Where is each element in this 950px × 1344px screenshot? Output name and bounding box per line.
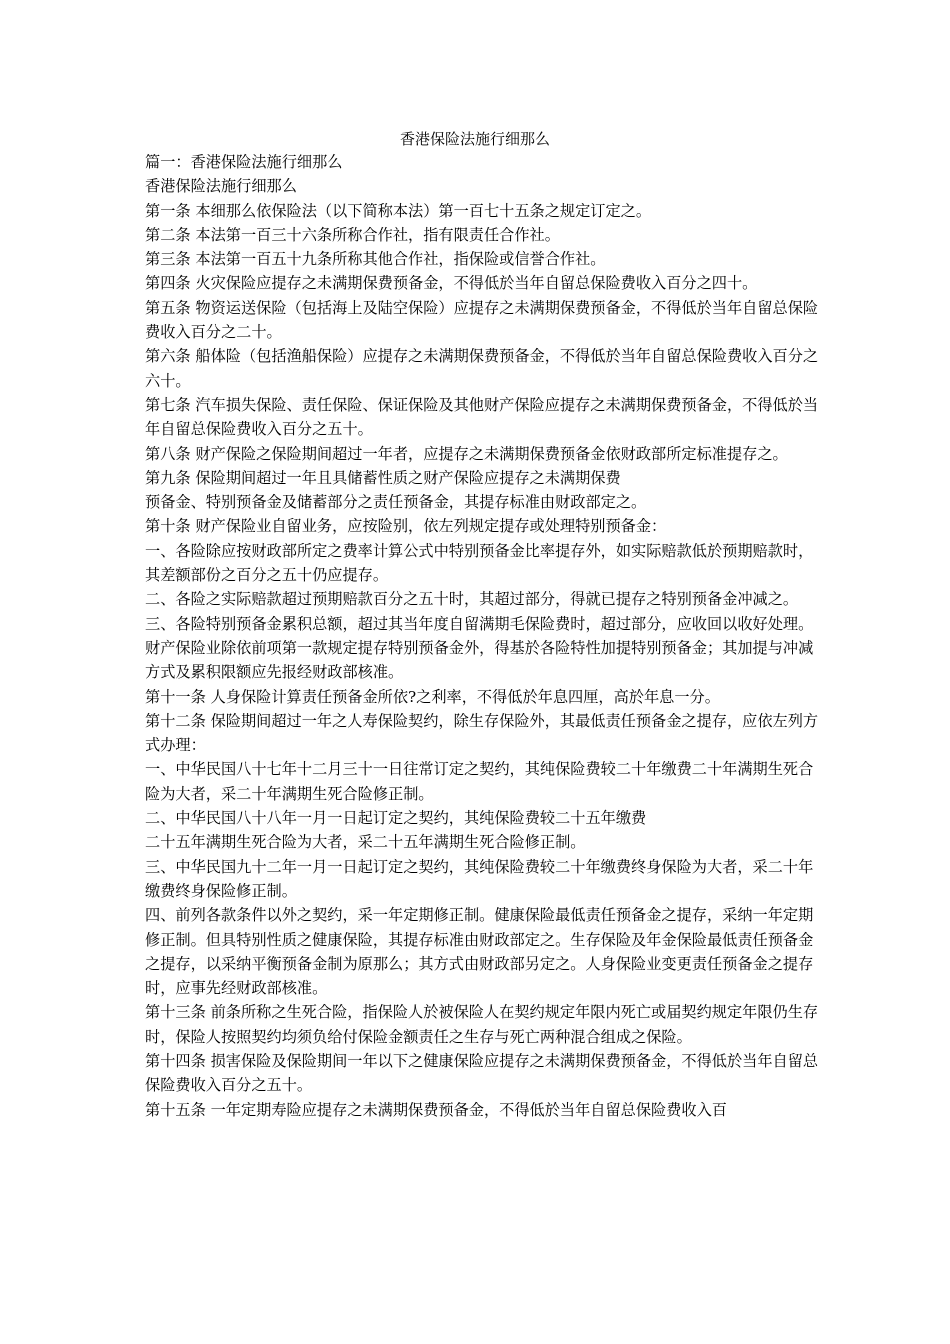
paragraph: 第二条 本法第一百三十六条所称合作社，指有限责任合作社。 bbox=[145, 225, 560, 244]
paragraph: 三、中华民国九十二年一月一日起订定之契约，其纯保险费较二十年缴费终身保险为大者，采二十年缴费终身保险修正制。 bbox=[145, 857, 814, 900]
paragraph: 二、各险之实际赔款超过预期赔款百分之五十时，其超过部分，得就已提存之特别预备金冲减之。 bbox=[145, 590, 799, 609]
paragraph: 第十三条 前条所称之生死合险，指保险人於被保险人在契约规定年限内死亡或届契约规定年限仍生存时，保险人按照契约均须负给付保险金额责任之生存与死亡两种混合组成之保险。 bbox=[145, 1003, 819, 1046]
paragraph: 二十五年满期生死合险为大者，采二十五年满期生死合险修正制。 bbox=[145, 833, 586, 852]
paragraph: 一、中华民国八十七年十二月三十一日往常订定之契约，其纯保险费较二十年缴费二十年满期生死合险为大者，采二十年满期生死合险修正制。 bbox=[145, 760, 814, 803]
paragraph: 一、各险除应按财政部所定之费率计算公式中特别预备金比率提存外，如实际赔款低於预期赔款时，其差额部份之百分之五十仍应提存。 bbox=[145, 541, 814, 585]
paragraph: 香港保险法施行细那么 bbox=[145, 177, 297, 196]
paragraph: 第十二条 保险期间超过一年之人寿保险契约，除生存保险外，其最低责任预备金之提存，应依左列方式办理： bbox=[145, 711, 819, 755]
paragraph: 第五条 物资运送保险（包括海上及陆空保险）应提存之未满期保费预备金，不得低於当年自留总保险费收入百分之二十。 bbox=[145, 298, 819, 342]
document-body bbox=[145, 150, 825, 1122]
paragraph: 第十四条 损害保险及保险期间一年以下之健康保险应提存之未满期保费预备金，不得低於当年自留总保险费收入百分之五十。 bbox=[145, 1051, 819, 1095]
paragraph: 第十一条 人身保险计算责任预备金所依?之利率，不得低於年息四厘，高於年息一分。 bbox=[145, 687, 720, 706]
paragraph: 三、各险特别预备金累积总额，超过其当年度自留满期毛保险费时，超过部分，应收回以收好处理。财产保险业除依前项第一款规定提存特别预备金外，得基於各险特性加提特别预备金；其加提与冲减方式及累积限额应先报经财政部核准。 bbox=[145, 614, 814, 682]
paragraph: 第九条 保险期间超过一年且具储蓄性质之财产保险应提存之未满期保费 bbox=[145, 468, 621, 487]
paragraph: 第三条 本法第一百五十九条所称其他合作社，指保险或信誉合作社。 bbox=[145, 250, 606, 269]
document-title: 香港保险法施行细那么 bbox=[399, 130, 550, 148]
paragraph: 第十五条 一年定期寿险应提存之未满期保费预备金，不得低於当年自留总保险费收入百 bbox=[145, 1100, 727, 1119]
paragraph: 预备金、特别预备金及储蓄部分之责任预备金，其提存标准由财政部定之。 bbox=[145, 493, 647, 512]
paragraph: 第四条 火灾保险应提存之未满期保费预备金，不得低於当年自留总保险费收入百分之四十。 bbox=[145, 274, 758, 293]
paragraph: 二、中华民国八十八年一月一日起订定之契约，其纯保险费较二十五年缴费 bbox=[145, 809, 647, 828]
paragraph: 第六条 船体险（包括渔船保险）应提存之未满期保费预备金，不得低於当年自留总保险费收入百分之六十。 bbox=[145, 347, 819, 390]
paragraph: 第八条 财产保险之保险期间超过一年者，应提存之未满期保费预备金依财政部所定标准提存之。 bbox=[145, 444, 788, 463]
paragraph: 第一条 本细那么依保险法（以下简称本法）第一百七十五条之规定订定之。 bbox=[145, 201, 652, 220]
paragraph: 第十条 财产保险业自留业务，应按险别，依左列规定提存或处理特别预备金： bbox=[145, 517, 667, 536]
paragraph: 篇一：香港保险法施行细那么 bbox=[145, 153, 343, 171]
paragraph: 第七条 汽车损失保险、责任保险、保证保险及其他财产保险应提存之未满期保费预备金，不得低於当年自留总保险费收入百分之五十。 bbox=[145, 395, 819, 439]
paragraph: 四、前列各款条件以外之契约，采一年定期修正制。健康保险最低责任预备金之提存，采纳一年定期修正制。但具特别性质之健康保险，其提存标准由财政部定之。生存保险及年金保险最低责任预备金之提存，以采纳平衡预备金制为原那么；其方式由财政部另定之。人身保险业变更责任预备金之提存时，应事先经财政部核准。 bbox=[145, 906, 814, 998]
